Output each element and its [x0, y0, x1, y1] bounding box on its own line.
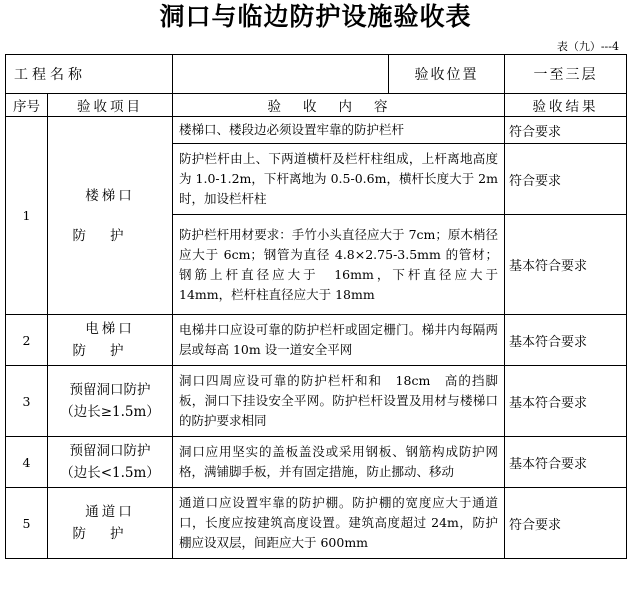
item-line: （边长<1.5m） — [60, 465, 160, 481]
table-row — [6, 366, 627, 437]
item-cell — [48, 437, 173, 488]
location-label: 验收位置 — [389, 55, 505, 94]
content-cell: 通道口应设置牢靠的防护棚。防护棚的宽度应大于通道口，长度应按建筑高度设置。建筑高度超过 24m，防护棚应设双层，间距应大于 600mm — [173, 488, 505, 559]
item-line: 防护 — [72, 227, 148, 244]
table-row — [6, 117, 627, 144]
content-cell: 洞口四周应设可靠的防护栏杆和和 18cm 高的挡脚板，洞口下挂设安全平网。防护栏杆设置及用材与楼梯口的防护要求相同 — [173, 366, 505, 437]
result-cell[interactable]: 基本符合要求 — [505, 215, 627, 315]
row-number: 4 — [6, 437, 48, 488]
item-cell — [48, 366, 173, 437]
table-row — [6, 437, 627, 488]
content-cell: 电梯井口应设可靠的防护栏杆或固定栅门。梯井内每隔两层或每高 10m 设一道安全平网 — [173, 315, 505, 366]
col-header-no: 序号 — [6, 94, 48, 117]
item-line: 楼梯口 — [85, 187, 135, 204]
row-number: 1 — [6, 117, 48, 315]
project-name-value[interactable] — [173, 55, 389, 94]
result-cell[interactable]: 基本符合要求 — [505, 366, 627, 437]
item-line: 预留洞口防护 — [69, 443, 151, 459]
item-cell — [48, 315, 173, 366]
project-name-label: 工程名称 — [6, 55, 173, 94]
col-header-result: 验收结果 — [505, 94, 627, 117]
page-title: 洞口与临边防护设施验收表 — [159, 2, 472, 31]
content-cell: 洞口应用坚实的盖板盖没或采用钢板、钢筋构成防护网格，满铺脚手板，并有固定措施，防止挪动、移动 — [173, 437, 505, 488]
row-number: 2 — [6, 315, 48, 366]
item-line: 电梯口 — [85, 321, 135, 337]
header-info-row — [6, 55, 627, 94]
item-cell — [48, 117, 173, 315]
item-line: （边长≥1.5m） — [60, 404, 160, 420]
item-line: 预留洞口防护 — [69, 382, 151, 398]
table-row — [6, 488, 627, 559]
location-value[interactable]: 一至三层 — [505, 55, 627, 94]
result-cell[interactable]: 符合要求 — [505, 117, 627, 144]
item-line: 通道口 — [85, 504, 135, 520]
col-header-content: 验收内容 — [173, 94, 505, 117]
item-line: 防护 — [72, 343, 148, 359]
form-code: 表（九）---4 — [556, 40, 619, 53]
row-number: 3 — [6, 366, 48, 437]
item-line: 防护 — [72, 526, 148, 542]
col-header-item: 验收项目 — [48, 94, 173, 117]
result-cell[interactable]: 基本符合要求 — [505, 315, 627, 366]
table-row — [6, 315, 627, 366]
result-cell[interactable]: 符合要求 — [505, 144, 627, 215]
content-cell: 防护栏杆用材要求：手竹小头直径应大于 7cm；原木梢径应大于 6cm；钢管为直径 4.8×2.75-3.5mm 的管材；钢筋上杆直径应大于 16mm，下杆直径应大于 14mm，栏杆柱直径应大于 18mm — [173, 215, 505, 315]
column-header-row — [6, 94, 627, 117]
item-cell — [48, 488, 173, 559]
inspection-table — [5, 54, 627, 559]
result-cell[interactable]: 符合要求 — [505, 488, 627, 559]
content-cell: 楼梯口、楼段边必须设置牢靠的防护栏杆 — [173, 117, 505, 144]
row-number: 5 — [6, 488, 48, 559]
result-cell[interactable]: 基本符合要求 — [505, 437, 627, 488]
content-cell: 防护栏杆由上、下两道横杆及栏杆柱组成，上杆离地高度为 1.0-1.2m，下杆离地为 0.5-0.6m，横杆长度大于 2m 时，加设栏杆柱 — [173, 144, 505, 215]
